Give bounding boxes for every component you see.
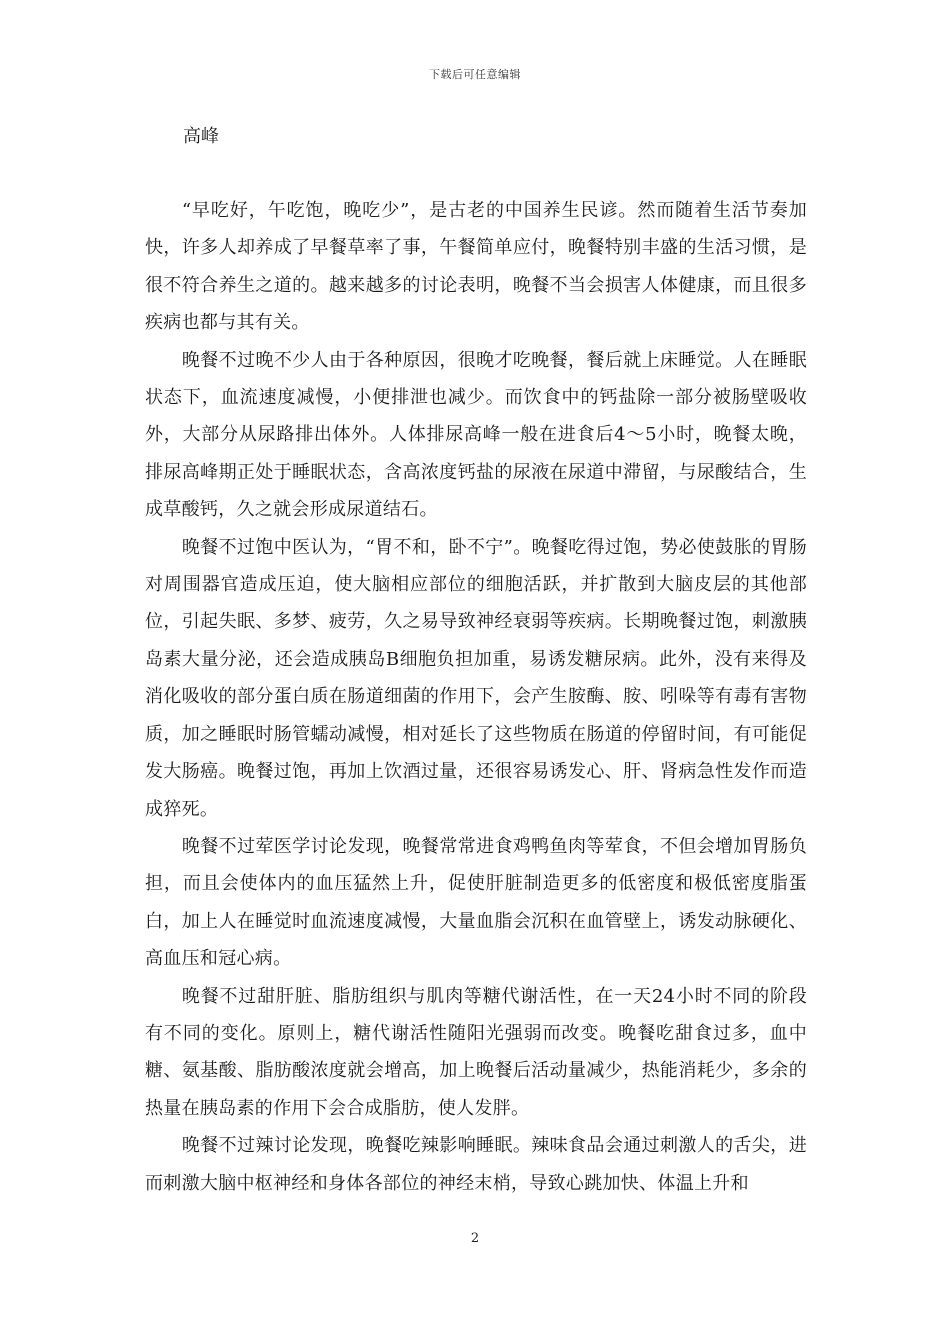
paragraph-not-too-late: 晚餐不过晚不少人由于各种原因，很晚才吃晚餐，餐后就上床睡觉。人在睡眠状态下，血流速度减慢，小便排泄也减少。而饮食中的钙盐除一部分被肠壁吸收外，大部分从尿路排出体外。人体排尿高峰一般在进食后4～5小时，晚餐太晚，排尿高峰期正处于睡眠状态，含高浓度钙盐的尿液在尿道中滞留，与尿酸结合，生成草酸钙，久之就会形成尿道结石。 (145, 349, 807, 521)
document-body (145, 118, 807, 1202)
paragraph-not-too-meaty: 晚餐不过荤医学讨论发现，晚餐常常进食鸡鸭鱼肉等荤食，不但会增加胃肠负担，而且会使体内的血压猛然上升，促使肝脏制造更多的低密度和极低密度脂蛋白，加上人在睡觉时血流速度减慢，大量血脂会沉积在血管壁上，诱发动脉硬化、高血压和冠心病。 (145, 835, 807, 970)
header-note: 下载后可任意编辑 (429, 68, 521, 81)
paragraph-not-too-spicy: 晚餐不过辣讨论发现，晚餐吃辣影响睡眠。辣味食品会通过刺激人的舌尖，进而刺激大脑中枢神经和身体各部位的神经末梢，导致心跳加快、体温上升和 (145, 1135, 807, 1194)
paragraph-not-too-full: 晚餐不过饱中医认为，“胃不和，卧不宁”。晚餐吃得过饱，势必使鼓胀的胃肠对周围器官造成压迫，使大脑相应部位的细胞活跃，并扩散到大脑皮层的其他部位，引起失眠、多梦、疲劳，久之易导致神经衰弱等疾病。长期晚餐过饱，刺激胰岛素大量分泌，还会造成胰岛B细胞负担加重，易诱发糖尿病。此外，没有来得及消化吸收的部分蛋白质在肠道细菌的作用下，会产生胺酶、胺、吲哚等有毒有害物质，加之睡眠时肠管蠕动减慢，相对延长了这些物质在肠道的停留时间，有可能促发大肠癌。晚餐过饱，再加上饮酒过量，还很容易诱发心、肝、肾病急性发作而造成猝死。 (145, 536, 807, 820)
page-number: 2 (470, 1231, 480, 1246)
paragraph-intro: “早吃好，午吃饱，晚吃少”，是古老的中国养生民谚。然而随着生活节奏加快，许多人却养成了早餐草率了事，午餐简单应付，晚餐特别丰盛的生活习惯，是很不符合养生之道的。越来越多的讨论表明，晚餐不当会损害人体健康，而且很多疾病也都与其有关。 (145, 200, 807, 334)
paragraph-not-too-sweet: 晚餐不过甜肝脏、脂肪组织与肌肉等糖代谢活性，在一天24小时不同的阶段有不同的变化。原则上，糖代谢活性随阳光强弱而改变。晚餐吃甜食过多，血中糖、氨基酸、脂肪酸浓度就会增高，加上晚餐后活动量减少，热能消耗少，多余的热量在胰岛素的作用下会合成脂肪，使人发胖。 (145, 985, 807, 1119)
author-name: 高峰 (183, 126, 219, 147)
